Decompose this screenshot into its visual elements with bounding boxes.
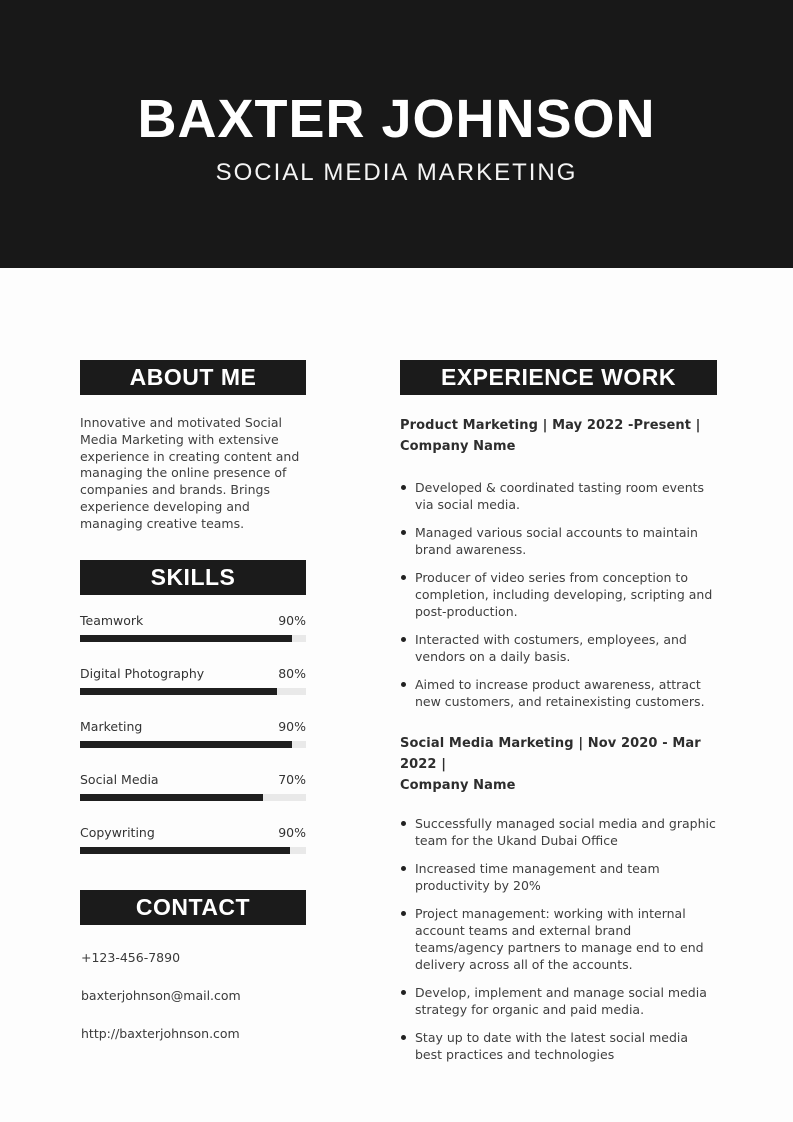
skill-bar-fill (80, 794, 263, 801)
job-bullet (400, 676, 717, 710)
job-bullet (400, 1029, 717, 1063)
job-heading-line2: Company Name (400, 778, 516, 793)
bullet-dot-icon (401, 530, 406, 535)
skill-label: Marketing (80, 719, 143, 734)
skills-title: SKILLS (150, 564, 236, 590)
person-name: BAXTER JOHNSON (137, 89, 656, 149)
about-title: ABOUT ME (129, 364, 257, 390)
job-heading-line1: Social Media Marketing | Nov 2020 - Mar 2022 | (400, 736, 701, 772)
bullet-dot-icon (401, 575, 406, 580)
skill-bar-track (80, 741, 306, 748)
about-section-header (80, 360, 306, 395)
skill-row (80, 718, 306, 748)
skill-label: Social Media (80, 772, 159, 787)
job-heading (400, 415, 717, 457)
contact-list (81, 949, 307, 1063)
job-bullet-text: Producer of video series from conception to completion, including developing, scripting and post-production. (415, 570, 713, 619)
job-heading (400, 733, 717, 796)
job-bullet (400, 479, 717, 513)
job-bullet-text: Aimed to increase product awareness, attract new customers, and retainexisting customers. (415, 677, 705, 709)
left-column (80, 268, 306, 1122)
job-bullet-text: Increased time management and team productivity by 20% (415, 861, 660, 893)
job-bullet (400, 905, 717, 973)
skill-percent: 70% (278, 772, 306, 787)
skill-bar-fill (80, 635, 292, 642)
skill-label: Copywriting (80, 825, 155, 840)
skill-bar-track (80, 688, 306, 695)
bullet-dot-icon (401, 866, 406, 871)
skill-bar-fill (80, 741, 292, 748)
job-bullet (400, 860, 717, 894)
job-heading-line1: Product Marketing | May 2022 -Present | (400, 418, 701, 433)
bullet-dot-icon (401, 637, 406, 642)
contact-section-header (80, 890, 306, 925)
job-entry (400, 733, 717, 1074)
job-bullet-text: Project management: working with internal account teams and external brand teams/agency partners to manage end to end delivery across all of the accounts. (415, 906, 704, 972)
skill-row (80, 612, 306, 642)
skill-bar-track (80, 635, 306, 642)
hero-header (0, 0, 793, 268)
person-role-subtitle: SOCIAL MEDIA MARKETING (215, 159, 578, 186)
skill-bar-track (80, 847, 306, 854)
skill-row (80, 824, 306, 854)
bullet-dot-icon (401, 911, 406, 916)
bullet-dot-icon (401, 682, 406, 687)
contact-email: baxterjohnson@mail.com (81, 988, 241, 1003)
job-bullet-text: Successfully managed social media and graphic team for the Ukand Dubai Office (415, 816, 716, 848)
right-column (400, 268, 717, 1122)
job-bullet (400, 984, 717, 1018)
skill-percent: 80% (278, 666, 306, 681)
job-bullet-list (400, 479, 717, 710)
skills-section-header (80, 560, 306, 595)
about-text: Innovative and motivated Social Media Marketing with extensive experience in creating content and managing the online presence of companies and brands. Brings experience developing and managing creative teams. (80, 415, 300, 531)
skill-percent: 90% (278, 825, 306, 840)
skill-percent: 90% (278, 613, 306, 628)
skill-bar-track (80, 794, 306, 801)
job-bullet-text: Develop, implement and manage social media strategy for organic and paid media. (415, 985, 707, 1017)
job-bullet (400, 815, 717, 849)
experience-section-header (400, 360, 717, 395)
job-bullet-text: Developed & coordinated tasting room events via social media. (415, 480, 705, 512)
skill-label: Teamwork (80, 613, 144, 628)
bullet-dot-icon (401, 821, 406, 826)
job-bullet (400, 631, 717, 665)
job-bullet (400, 524, 717, 558)
job-heading-line2: Company Name (400, 439, 516, 454)
job-bullet-text: Managed various social accounts to maintain brand awareness. (415, 525, 698, 557)
skill-bar-fill (80, 847, 290, 854)
job-bullet-text: Stay up to date with the latest social media best practices and technologies (415, 1030, 689, 1062)
contact-title: CONTACT (135, 894, 251, 920)
bullet-dot-icon (401, 485, 406, 490)
skill-row (80, 771, 306, 801)
skill-percent: 90% (278, 719, 306, 734)
job-bullet-text: Interacted with costumers, employees, and vendors on a daily basis. (415, 632, 687, 664)
experience-title: EXPERIENCE WORK (441, 364, 676, 390)
job-bullet (400, 569, 717, 620)
skill-label: Digital Photography (80, 666, 205, 681)
skill-row (80, 665, 306, 695)
job-entry (400, 415, 717, 721)
bullet-dot-icon (401, 990, 406, 995)
skill-bar-fill (80, 688, 277, 695)
contact-phone: +123-456-7890 (81, 950, 181, 965)
job-bullet-list (400, 815, 717, 1063)
bullet-dot-icon (401, 1035, 406, 1040)
contact-website: http://baxterjohnson.com (81, 1026, 240, 1041)
skills-list (80, 612, 306, 877)
